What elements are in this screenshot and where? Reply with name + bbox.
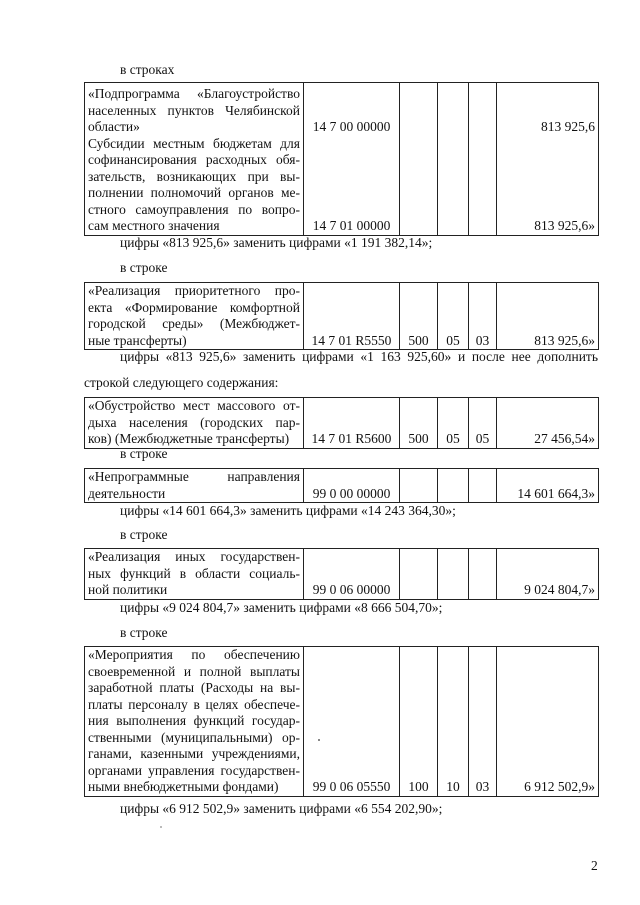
heading-block-2: в строке xyxy=(120,260,168,275)
row-pr: 03 xyxy=(469,283,497,350)
table-row xyxy=(85,283,599,350)
table-row xyxy=(85,549,599,600)
name-line: зательств, возникающих при вы- xyxy=(88,168,300,184)
row-rz: 05 xyxy=(438,283,469,350)
name-line: «Непрограммные направления xyxy=(88,469,300,484)
name-line: ков) (Межбюджетные трансферты) xyxy=(88,431,290,446)
name-line: заработной платы (Расходы на вы- xyxy=(88,680,300,695)
row-rz xyxy=(438,549,469,600)
row-sum: 6 912 502,9» xyxy=(497,647,599,797)
row-pr: 05 xyxy=(469,398,497,449)
name-line: деятельности xyxy=(88,485,166,501)
row-pr xyxy=(469,136,497,236)
name-line: городской среды» (Межбюджет- xyxy=(88,316,300,331)
row-vr xyxy=(400,83,438,136)
row-vr: 500 xyxy=(400,283,438,350)
replace-text-block-2-line-1 xyxy=(84,349,598,365)
row-sum: 9 024 804,7» xyxy=(497,549,599,600)
row-name xyxy=(85,549,304,600)
row-code: 99 0 06 05550 xyxy=(304,647,400,797)
table-block-5 xyxy=(84,548,599,600)
name-line: ния выполнения функций государ- xyxy=(88,713,300,728)
name-line: ных функций в области социаль- xyxy=(88,565,300,581)
name-line: дыха населения (городских пар- xyxy=(88,414,300,430)
heading-block-6: в строке xyxy=(120,625,168,640)
row-name xyxy=(85,136,304,236)
table-row xyxy=(85,83,599,136)
row-name xyxy=(85,283,304,350)
row-sum: 14 601 664,3» xyxy=(497,469,599,503)
name-line: «Подпрограмма «Благоустройство xyxy=(88,86,300,101)
name-line: «Реализация приоритетного про- xyxy=(88,283,300,298)
heading-block-4: в строке xyxy=(120,446,168,461)
name-line: области» xyxy=(88,119,140,134)
name-line: платы персоналу в целях обеспече- xyxy=(88,696,300,712)
row-sum: 813 925,6» xyxy=(497,283,599,350)
row-code: 99 0 00 00000 xyxy=(304,469,400,503)
row-rz xyxy=(438,136,469,236)
row-rz xyxy=(438,469,469,503)
table-row xyxy=(85,136,599,236)
replace-text-block-4: цифры «14 601 664,3» заменить цифрами «14 243 364,30»; xyxy=(120,503,456,518)
table-row xyxy=(85,469,599,503)
name-line: екта «Формирование комфортной xyxy=(88,299,300,315)
table-block-1 xyxy=(84,82,599,236)
name-line: софинансирования расходных обя- xyxy=(88,152,300,167)
name-line: своевременной и полной выплаты xyxy=(88,663,300,679)
table-row xyxy=(85,398,599,449)
name-line: ной политики xyxy=(88,582,168,597)
table-block-4 xyxy=(84,468,599,503)
row-code: 14 7 01 R5600 xyxy=(304,398,400,449)
scan-speck xyxy=(160,826,162,828)
row-code: 14 7 01 00000 xyxy=(304,136,400,236)
row-sum: 27 456,54» xyxy=(497,398,599,449)
row-sum: 813 925,6 xyxy=(497,83,599,136)
row-pr xyxy=(469,549,497,600)
replace-text-block-5: цифры «9 024 804,7» заменить цифрами «8 666 504,70»; xyxy=(120,600,443,615)
row-code: 14 7 01 R5550 xyxy=(304,283,400,350)
table-row xyxy=(85,647,599,797)
name-line: ственными (муниципальными) ор- xyxy=(88,729,300,745)
name-line: населенных пунктов Челябинской xyxy=(88,102,300,118)
row-code: 99 0 06 00000 xyxy=(304,549,400,600)
row-rz: 05 xyxy=(438,398,469,449)
name-line: стного самоуправления по вопро- xyxy=(88,201,300,217)
name-line: ными внебюджетными фондами) xyxy=(88,779,279,794)
table-block-3 xyxy=(84,397,599,449)
name-line: Субсидии местным бюджетам для xyxy=(88,135,300,151)
page-number: 2 xyxy=(591,858,598,873)
row-pr xyxy=(469,83,497,136)
replace-text-block-6: цифры «6 912 502,9» заменить цифрами «6 554 202,90»; xyxy=(120,801,443,816)
heading-block-5: в строке xyxy=(120,527,168,542)
name-line: «Обустройство мест массового от- xyxy=(88,398,300,413)
row-vr xyxy=(400,549,438,600)
replace-text-block-1: цифры «813 925,6» заменить цифрами «1 191 382,14»; xyxy=(120,235,433,250)
scan-speck xyxy=(318,739,320,741)
name-line: полнении полномочий органов ме- xyxy=(88,185,300,200)
heading-block-1: в строках xyxy=(120,62,175,77)
row-name xyxy=(85,469,304,503)
row-vr: 100 xyxy=(400,647,438,797)
row-pr xyxy=(469,469,497,503)
name-line: «Реализация иных государствен- xyxy=(88,549,300,564)
name-line: органами управления государствен- xyxy=(88,762,300,778)
row-name xyxy=(85,647,304,797)
row-pr: 03 xyxy=(469,647,497,797)
table-block-2 xyxy=(84,282,599,350)
row-vr xyxy=(400,469,438,503)
row-rz: 10 xyxy=(438,647,469,797)
name-line: ганами, казенными учреждениями, xyxy=(88,746,300,761)
name-line: «Мероприятия по обеспечению xyxy=(88,647,300,662)
replace-text: цифры «813 925,6» заменить цифрами «1 163 925,60» и после нее дополнить xyxy=(120,349,598,364)
row-vr: 500 xyxy=(400,398,438,449)
replace-text-block-2-line-2: строкой следующего содержания: xyxy=(84,375,279,390)
row-sum: 813 925,6» xyxy=(497,136,599,236)
row-name xyxy=(85,398,304,449)
row-code: 14 7 00 00000 xyxy=(304,83,400,136)
name-line: ные трансферты) xyxy=(88,332,187,348)
row-rz xyxy=(438,83,469,136)
name-line: сам местного значения xyxy=(88,218,220,233)
row-name xyxy=(85,83,304,136)
table-block-6 xyxy=(84,646,599,797)
row-vr xyxy=(400,136,438,236)
